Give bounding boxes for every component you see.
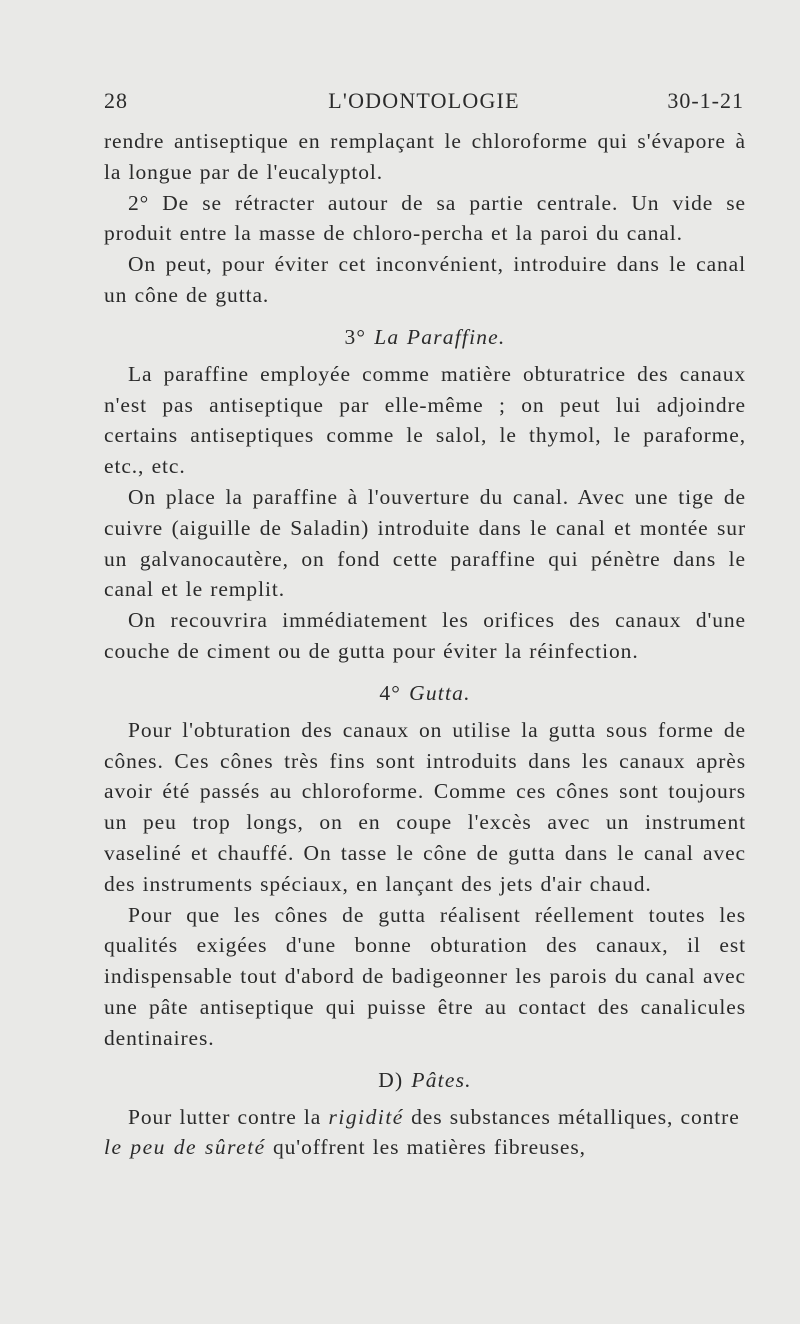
section-title: Pâtes. — [411, 1067, 472, 1092]
section-title: Gutta. — [409, 680, 471, 705]
paragraph: Pour que les cônes de gutta réalisent réellement toutes les qualités exigées d'une bonne obturation des canaux, il est indispensable tout d'abord de badigeonner les parois du canal avec une pâte antiseptique qui puisse être au contact des canalicules dentinaires. — [104, 902, 746, 1050]
section-heading-gutta — [104, 667, 746, 715]
page-body — [104, 126, 746, 1163]
paragraph: La paraffine employée comme matière obturatrice des canaux n'est pas antiseptique par elle-même ; on peut lui adjoindre certains antiseptiques comme le salol, le thymol, le paraforme, etc., etc. — [104, 361, 746, 479]
emphasis-text: le peu de sûreté — [104, 1135, 266, 1160]
section-number: 3° — [344, 324, 367, 349]
running-header — [104, 88, 744, 118]
section-title: La Paraffine. — [374, 324, 506, 349]
text-run: Pour lutter contre la — [128, 1104, 329, 1129]
paragraph: rendre antiseptique en remplaçant le chloroforme qui s'évapore à la longue par de l'eucalyptol. — [104, 129, 746, 184]
section-number: D) — [378, 1067, 404, 1092]
section-heading-pates — [104, 1054, 746, 1102]
paragraph — [104, 1102, 746, 1164]
section-number: 4° — [379, 680, 402, 705]
emphasis-text: rigidité — [328, 1104, 404, 1129]
paragraph: On place la paraffine à l'ouverture du canal. Avec une tige de cuivre (aiguille de Saladin) introduite dans le canal et montée sur un galvanocautère, on fond cette paraffine qui pénètre dans le canal et le remplit. — [104, 484, 746, 602]
paragraph: Pour l'obturation des canaux on utilise la gutta sous forme de cônes. Ces cônes très fins sont introduits dans les canaux après avoir été passés au chloroforme. Comme ces cônes sont toujours un peu trop longs, on en coupe l'excès avec un instrument vaseliné et chauffé. On tasse le cône de gutta dans le canal avec des instruments spéciaux, en lançant des jets d'air chaud. — [104, 717, 746, 896]
issue-date: 30-1-21 — [667, 88, 744, 113]
page-number: 28 — [104, 88, 128, 113]
paragraph: On recouvrira immédiatement les orifices des canaux d'une couche de ciment ou de gutta pour éviter la réinfection. — [104, 608, 746, 663]
journal-title: L'ODONTOLOGIE — [328, 88, 520, 113]
paragraph: 2° De se rétracter autour de sa partie centrale. Un vide se produit entre la masse de chloro-percha et la paroi du canal. — [104, 190, 746, 246]
section-heading-paraffine — [104, 311, 746, 359]
text-run: qu'offrent les matières fibreuses, — [265, 1135, 586, 1160]
paragraph: On peut, pour éviter cet inconvénient, introduire dans le canal un cône de gutta. — [104, 252, 746, 307]
text-run: des substances métalliques, contre — [403, 1104, 740, 1129]
